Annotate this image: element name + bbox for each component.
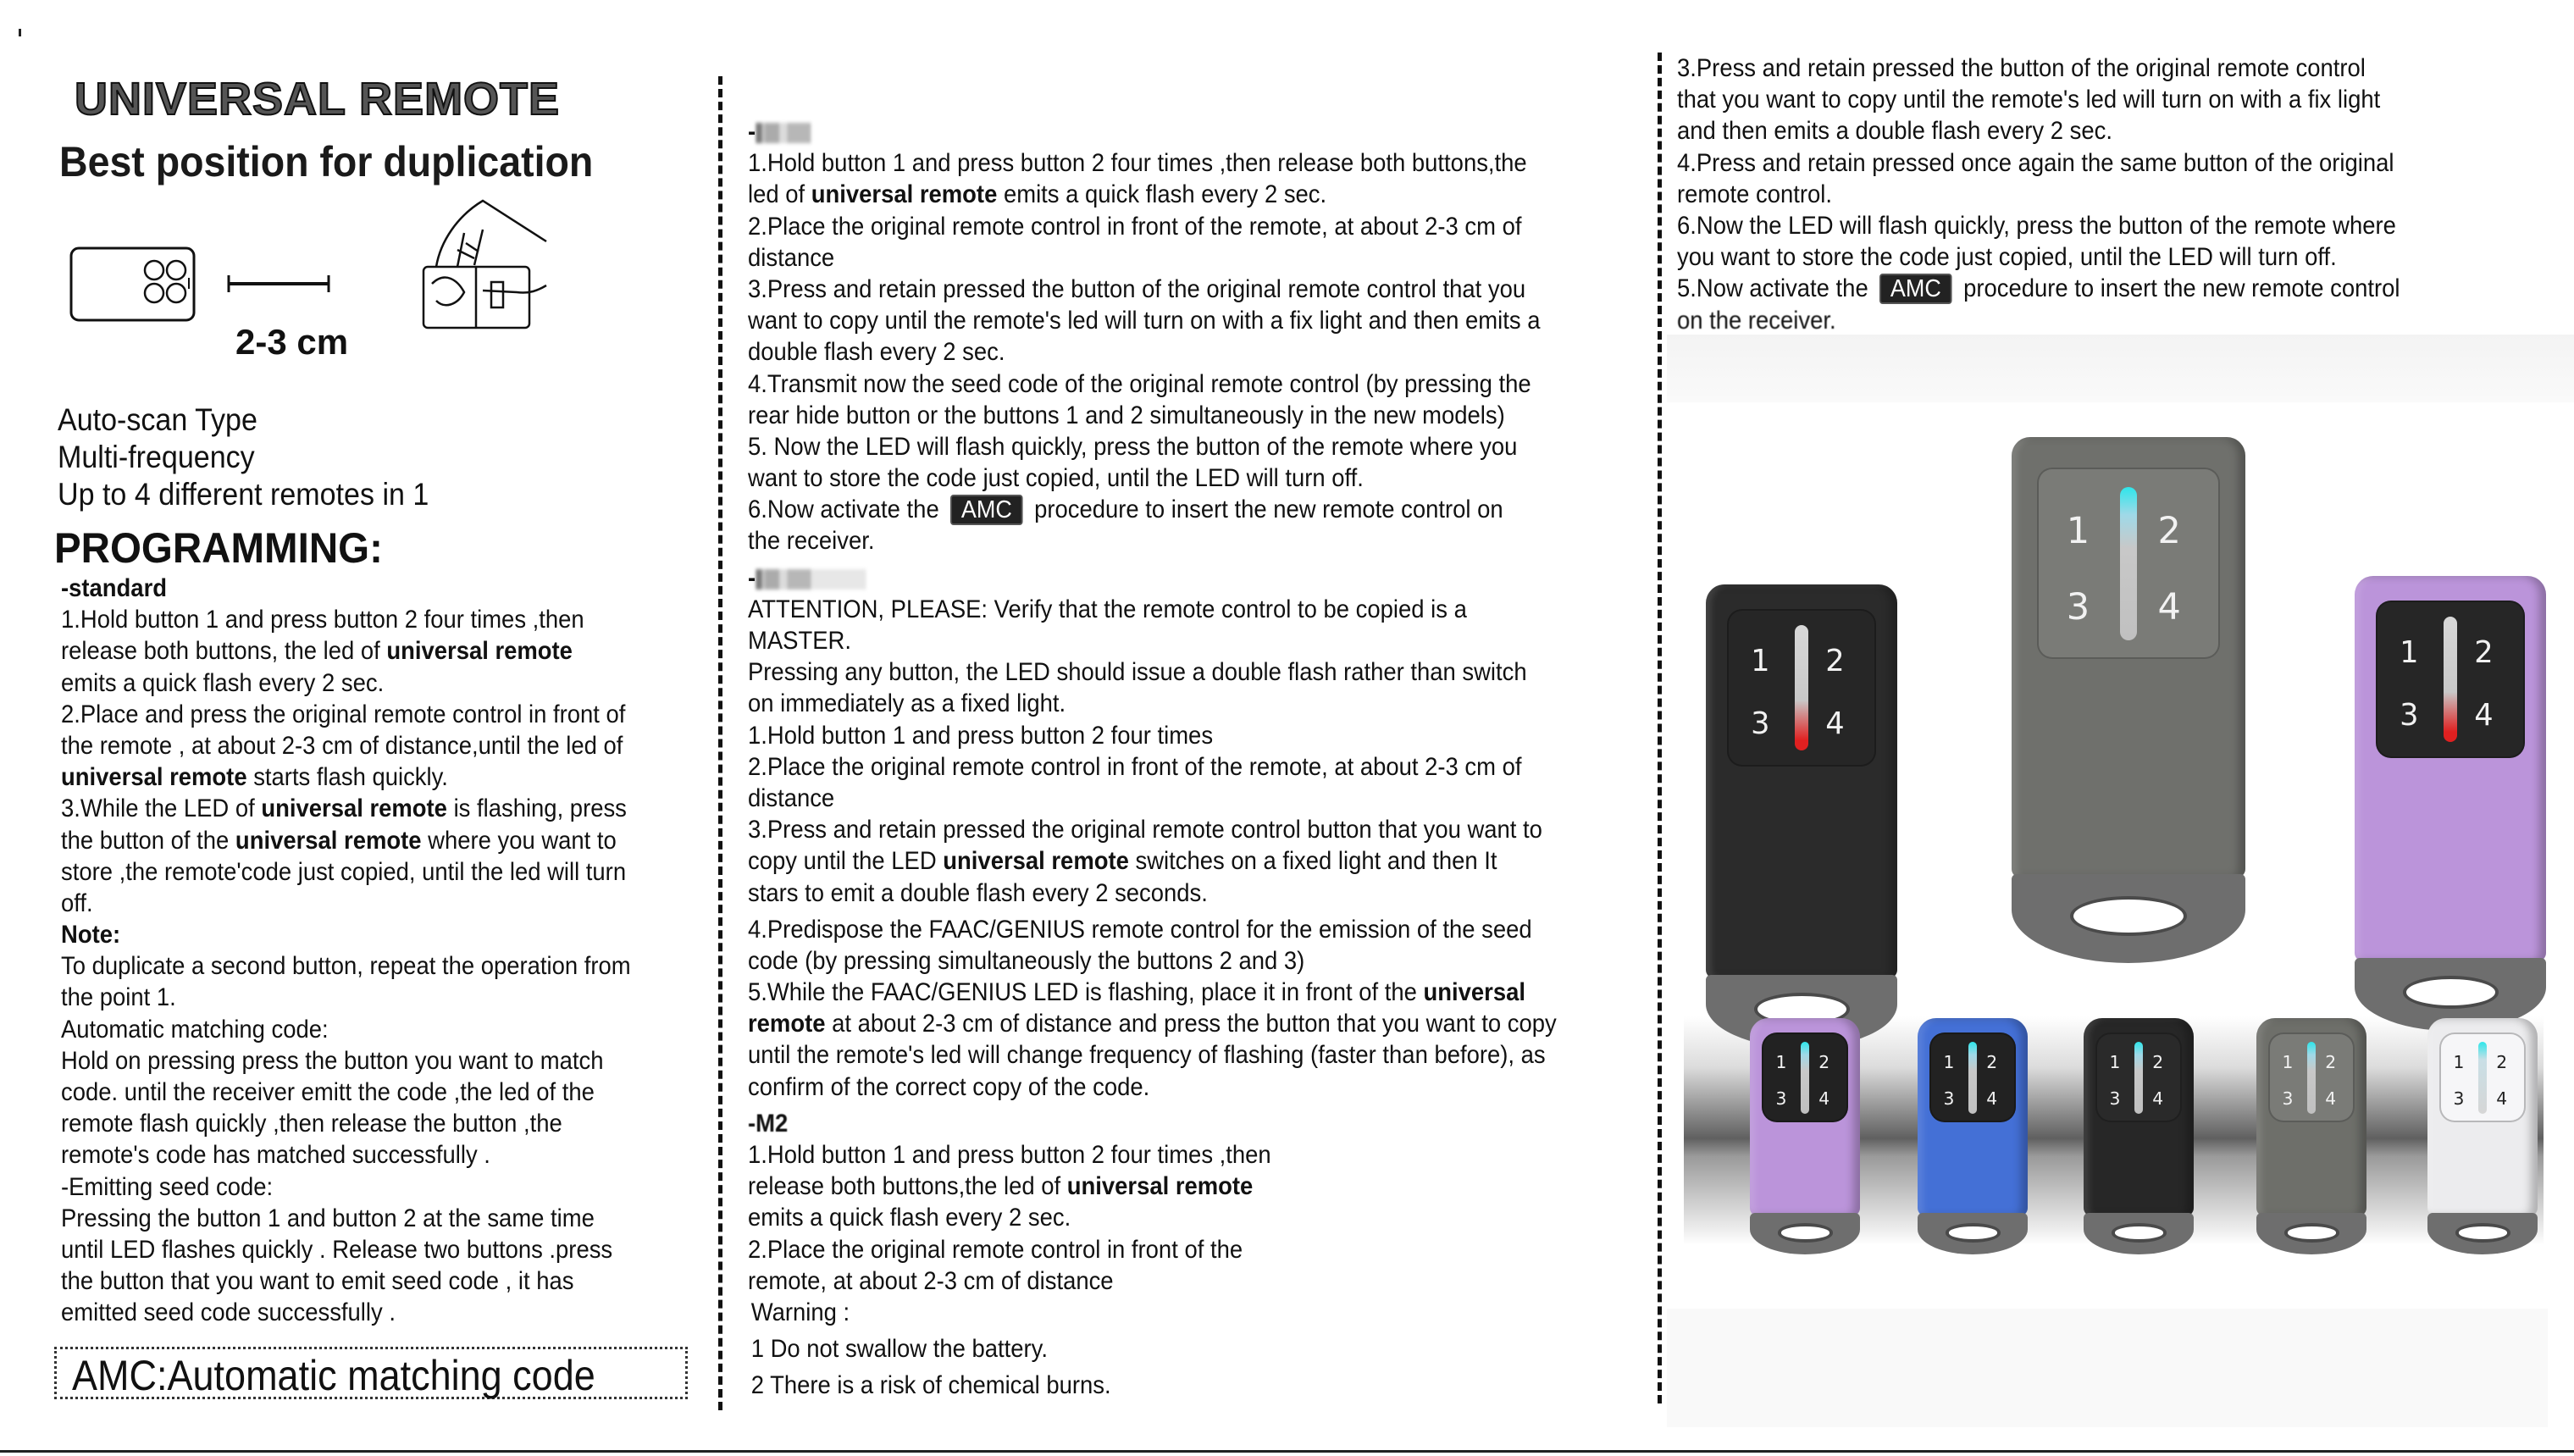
small-remote-black [2084, 1018, 2194, 1216]
warning-heading: Warning : [750, 1298, 850, 1326]
button-label-1: 1 [2282, 1052, 2294, 1073]
amc-definition-text: AMC:Automatic matching code [72, 1352, 595, 1399]
button-label-2: 2 [2496, 1052, 2508, 1073]
text-line: Pressing the button 1 and button 2 at the same time [61, 1204, 595, 1232]
page-title: UNIVERSAL REMOTE [75, 74, 561, 125]
led-indicator [2134, 1042, 2142, 1114]
button-label-2: 2 [1986, 1052, 1998, 1073]
button-label-3: 3 [1775, 1088, 1787, 1109]
button-panel [1929, 1032, 2015, 1123]
distance-line-icon [229, 275, 329, 292]
button-panel [2268, 1032, 2354, 1123]
text-line: 4.Predispose the FAAC/GENIUS remote control for the emission of the seed [748, 915, 1532, 944]
button-label-1: 1 [2453, 1052, 2465, 1073]
keyring-hole [2284, 1223, 2339, 1242]
button-panel [2037, 468, 2219, 659]
text-line: 5.Now activate the AMC procedure to insert the new remote control [1677, 274, 2400, 303]
text-line: 2.Place and press the original remote control in front of [61, 700, 626, 728]
button-label-1: 1 [1943, 1052, 1955, 1073]
button-label-2: 2 [2474, 635, 2494, 671]
section-heading-blurred: - [748, 562, 1583, 594]
text-line: ATTENTION, PLEASE: Verify that the remote control to be copied is a [748, 595, 1467, 623]
led-indicator [2478, 1042, 2486, 1114]
keyring-loop [2012, 874, 2245, 963]
text-line: Pressing any button, the LED should issue a double flash rather than switch [748, 658, 1527, 687]
large-remote-purple [2355, 576, 2546, 961]
feature-remotes-count: Up to 4 different remotes in 1 [58, 477, 429, 512]
text-line: double flash every 2 sec. [748, 338, 1005, 367]
column-divider [1658, 53, 1662, 1403]
small-remote-blue [1918, 1018, 2028, 1216]
button-label-2: 2 [1818, 1052, 1830, 1073]
blurred-heading-mark [756, 123, 811, 143]
amc-badge: AMC [1879, 274, 1952, 304]
led-indicator [1795, 625, 1808, 750]
keyring-hole [2112, 1223, 2167, 1242]
text-line: led of universal remote emits a quick flash every 2 sec. [748, 180, 1327, 209]
button-label-2: 2 [2152, 1052, 2164, 1073]
text-line: Hold on pressing press the button you want to match [61, 1046, 604, 1075]
photo-fade [1667, 1309, 2548, 1427]
keyring-hole [1946, 1223, 2001, 1242]
text-line: MASTER. [748, 627, 851, 655]
button-label-3: 3 [2453, 1088, 2465, 1109]
led-indicator [2444, 617, 2457, 742]
text-line: emits a quick flash every 2 sec. [61, 668, 385, 697]
text-line: 4.Press and retain pressed once again the same button of the original [1677, 148, 2394, 177]
text-line: you want to store the code just copied, until the LED will turn off. [1677, 243, 2337, 272]
text-line: code (by pressing simultaneously the buttons 2 and 3) [748, 946, 1305, 975]
text-line: release both buttons,the led of universal remote [748, 1172, 1254, 1201]
text-line: and then emits a double flash every 2 sec. [1677, 117, 2112, 146]
section-heading-blurred: - [748, 116, 1583, 147]
text-line: 4.Transmit now the seed code of the original remote control (by pressing the [748, 369, 1531, 398]
text-line: 6.Now the LED will flash quickly, press the button of the remote where [1677, 211, 2396, 240]
text-line: on the receiver. [1677, 306, 1836, 335]
button-label-1: 1 [1751, 644, 1770, 679]
button-label-2: 2 [2325, 1052, 2337, 1073]
programming-heading: PROGRAMMING: [54, 524, 383, 572]
feature-autoscan: Auto-scan Type [58, 402, 257, 437]
button-label-1: 1 [2109, 1052, 2121, 1073]
text-line: store ,the remote'code just copied, until the led will turn [61, 857, 627, 886]
amc-definition-box [54, 1347, 688, 1399]
section-heading: -M2 [748, 1109, 789, 1138]
text-line: copy until the LED universal remote switches on a fixed light and then It [748, 847, 1497, 876]
button-label-2: 2 [2157, 509, 2181, 552]
text-line: that you want to copy until the remote's led will turn on with a fix light [1677, 86, 2381, 114]
button-panel [2439, 1032, 2525, 1123]
small-remote-gray [2256, 1018, 2366, 1216]
button-label-4: 4 [1818, 1088, 1830, 1109]
button-label-3: 3 [2400, 698, 2419, 734]
text-line: 6.Now activate the AMC procedure to insert the new remote control on [748, 495, 1503, 524]
text-line: off. [61, 889, 93, 917]
button-label-4: 4 [2157, 586, 2181, 629]
text-line: universal remote starts flash quickly. [61, 763, 448, 792]
keyring-hole [2455, 1223, 2510, 1242]
led-indicator [1801, 1042, 1808, 1114]
text-line: distance [748, 783, 835, 812]
text-line: the button of the universal remote where you want to [61, 826, 617, 855]
blurred-heading-mark [756, 569, 866, 590]
text-line: stars to emit a double flash every 2 seconds. [748, 878, 1208, 907]
photo-background [1667, 335, 2574, 402]
left-instructions [61, 573, 705, 1329]
button-label-4: 4 [2152, 1088, 2164, 1109]
text-line: 3.Press and retain pressed the original remote control button that you want to [748, 816, 1542, 844]
warning-item: 2 There is a risk of chemical burns. [750, 1371, 1111, 1400]
text-line: 1.Hold button 1 and press button 2 four times [748, 721, 1214, 750]
button-label-1: 1 [2400, 635, 2419, 671]
text-line: 2.Place the original remote control in front of the [748, 1235, 1243, 1264]
text-line: confirm of the correct copy of the code. [748, 1072, 1150, 1101]
hand-holding-remote-icon [423, 201, 546, 328]
text-line: 2.Place the original remote control in front of the remote, at about 2-3 cm of [748, 752, 1522, 781]
button-label-2: 2 [1825, 644, 1845, 679]
subtitle: Best position for duplication [59, 138, 594, 185]
text-line: remote flash quickly ,then release the button ,the [61, 1110, 562, 1138]
standard-heading: -standard [61, 574, 168, 602]
middle-instructions [748, 116, 1646, 1402]
text-line: until LED flashes quickly . Release two buttons .press [61, 1235, 613, 1264]
text-line: remote control. [1677, 180, 1832, 208]
text-line: 3.While the LED of universal remote is flashing, press [61, 794, 627, 823]
keyring-hole [1778, 1223, 1833, 1242]
amc-badge: AMC [950, 495, 1023, 525]
text-line: 5. Now the LED will flash quickly, press the button of the remote where you [748, 432, 1518, 461]
note-heading: Note: [61, 921, 121, 949]
button-label-3: 3 [2282, 1088, 2294, 1109]
text-line: distance [748, 243, 835, 272]
button-label-3: 3 [1751, 706, 1770, 742]
text-line: the button that you want to emit seed code , it has [61, 1267, 574, 1296]
text-line: 5.While the FAAC/GENIUS LED is flashing, place it in front of the universal [748, 978, 1525, 1007]
text-line: 3.Press and retain pressed the button of the original remote control that you [748, 274, 1526, 303]
text-line: the point 1. [61, 983, 176, 1012]
large-remote-black [1706, 584, 1897, 978]
duplication-diagram [59, 191, 652, 335]
scan-speck [19, 29, 21, 36]
text-line: -Emitting seed code: [61, 1172, 274, 1201]
text-line: 1.Hold button 1 and press button 2 four times ,then release both buttons,the [748, 149, 1527, 178]
button-label-1: 1 [1775, 1052, 1787, 1073]
keyring-hole [2403, 976, 2499, 1009]
button-panel [1762, 1032, 1847, 1123]
button-panel [1727, 609, 1876, 766]
button-label-3: 3 [2066, 586, 2090, 629]
small-remote-purple [1750, 1018, 1860, 1216]
button-label-4: 4 [2474, 698, 2494, 734]
text-line: want to store the code just copied, until the LED will turn off. [748, 464, 1364, 493]
button-label-4: 4 [2496, 1088, 2508, 1109]
text-line: emits a quick flash every 2 sec. [748, 1204, 1071, 1232]
distance-label: 2-3 cm [235, 322, 349, 362]
column-divider [718, 76, 722, 1410]
warning-item: 1 Do not swallow the battery. [750, 1335, 1048, 1364]
text-line: until the remote's led will change frequency of flashing (faster than before), as [748, 1041, 1546, 1070]
text-line: 1.Hold button 1 and press button 2 four times ,then [748, 1141, 1271, 1169]
text-line: remote at about 2-3 cm of distance and press the button that you want to copy [748, 1010, 1557, 1038]
text-line: To duplicate a second button, repeat the operation from [61, 952, 631, 981]
led-indicator [2307, 1042, 2315, 1114]
button-label-4: 4 [2325, 1088, 2337, 1109]
text-line: emitted seed code successfully . [61, 1298, 396, 1327]
text-line: the receiver. [748, 527, 875, 556]
button-label-3: 3 [1943, 1088, 1955, 1109]
page-bottom-border [0, 1450, 2574, 1453]
text-line: code. until the receiver emitt the code ,the led of the [61, 1078, 595, 1106]
text-line: 2.Place the original remote control in front of the remote, at about 2-3 cm of [748, 212, 1522, 241]
led-indicator [2120, 487, 2136, 640]
target-remote-icon [71, 248, 194, 320]
text-line: 1.Hold button 1 and press button 2 four times ,then [61, 606, 584, 634]
feature-multifrequency: Multi-frequency [58, 440, 255, 474]
button-label-3: 3 [2109, 1088, 2121, 1109]
text-line: remote's code has matched successfully . [61, 1141, 490, 1170]
button-label-4: 4 [1825, 706, 1845, 742]
text-line: remote, at about 2-3 cm of distance [748, 1266, 1114, 1295]
button-label-4: 4 [1986, 1088, 1998, 1109]
text-line: 3.Press and retain pressed the button of the original remote control [1677, 54, 2366, 82]
text-line: release both buttons, the led of universal remote [61, 637, 573, 666]
button-panel [2376, 601, 2525, 757]
text-line: want to copy until the remote's led will turn on with a fix light and then emits a [748, 307, 1541, 335]
button-label-1: 1 [2066, 509, 2090, 552]
text-line: the remote , at about 2-3 cm of distance,until the led of [61, 731, 623, 760]
led-indicator [1968, 1042, 1976, 1114]
text-line: rear hide button or the buttons 1 and 2 simultaneously in the new models) [748, 401, 1505, 429]
button-panel [2095, 1032, 2181, 1123]
keyring-hole [2070, 896, 2187, 936]
right-instructions [1677, 53, 2558, 336]
small-remote-white [2427, 1018, 2538, 1216]
text-line: Automatic matching code: [61, 1015, 329, 1044]
text-line: on immediately as a fixed light. [748, 689, 1066, 718]
large-remote-gray [2012, 437, 2245, 877]
